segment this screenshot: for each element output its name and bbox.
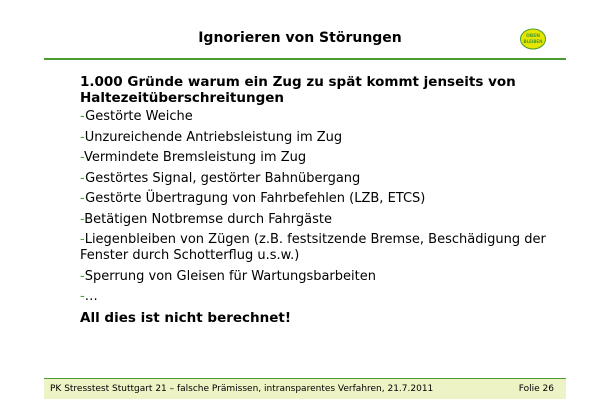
- slide-headline: 1.000 Gründe warum ein Zug zu spät kommt jenseits von Haltezeitüberschreitungen: [80, 74, 516, 106]
- list-item-text: Gestörte Übertragung von Fahrbefehlen (LZB, ETCS): [85, 191, 426, 206]
- svg-text:BLEIBEN: BLEIBEN: [523, 39, 543, 44]
- header-divider: [44, 58, 566, 60]
- list-item: [80, 212, 550, 228]
- svg-text:OBEN: OBEN: [525, 34, 541, 39]
- list-item: [80, 171, 550, 187]
- bullet-dash: -: [80, 170, 86, 186]
- bullet-dash: -: [80, 211, 85, 227]
- list-item: [80, 130, 550, 146]
- slide-title: Ignorieren von Störungen: [198, 30, 402, 46]
- list-item: [80, 109, 550, 125]
- list-item: [80, 232, 550, 264]
- bullet-dash: -: [80, 150, 84, 165]
- list-item-text: Sperrung von Gleisen für Wartungsbarbeiten: [84, 268, 376, 284]
- list-item: [80, 150, 550, 166]
- bullet-dash: -: [80, 268, 85, 284]
- bullet-dash: -: [80, 232, 85, 247]
- footer-text: PK Stresstest Stuttgart 21 – falsche Prämissen, intransparentes Verfahren, 21.7.2011: [50, 384, 434, 394]
- bullet-dash: -: [80, 289, 85, 304]
- slide-content: [80, 74, 550, 326]
- list-item: [80, 289, 550, 305]
- oben-bleiben-logo: [520, 28, 546, 50]
- list-item-text: Gestörte Weiche: [85, 109, 193, 124]
- list-item-text: Vermindete Bremsleistung im Zug: [83, 150, 307, 165]
- cause-list: [80, 109, 550, 305]
- slide-footer: [44, 378, 566, 399]
- list-item: [80, 269, 550, 285]
- list-item-text: …: [84, 289, 98, 304]
- bullet-dash: -: [80, 191, 86, 206]
- list-item-text: Liegenbleiben von Zügen (z.B. festsitzende Bremse, Beschädigung der Fenster durch Schotterflug u.s.w.): [80, 232, 546, 263]
- list-item-text: Betätigen Notbremse durch Fahrgäste: [84, 211, 332, 227]
- bullet-dash: -: [80, 109, 86, 124]
- list-item-text: Unzureichende Antriebsleistung im Zug: [84, 129, 343, 145]
- bullet-dash: -: [80, 129, 85, 145]
- slide-number: Folie 26: [518, 384, 554, 394]
- slide-conclusion: All dies ist nicht berechnet!: [80, 309, 292, 326]
- list-item: [80, 191, 550, 207]
- list-item-text: Gestörtes Signal, gestörter Bahnübergang: [85, 170, 361, 186]
